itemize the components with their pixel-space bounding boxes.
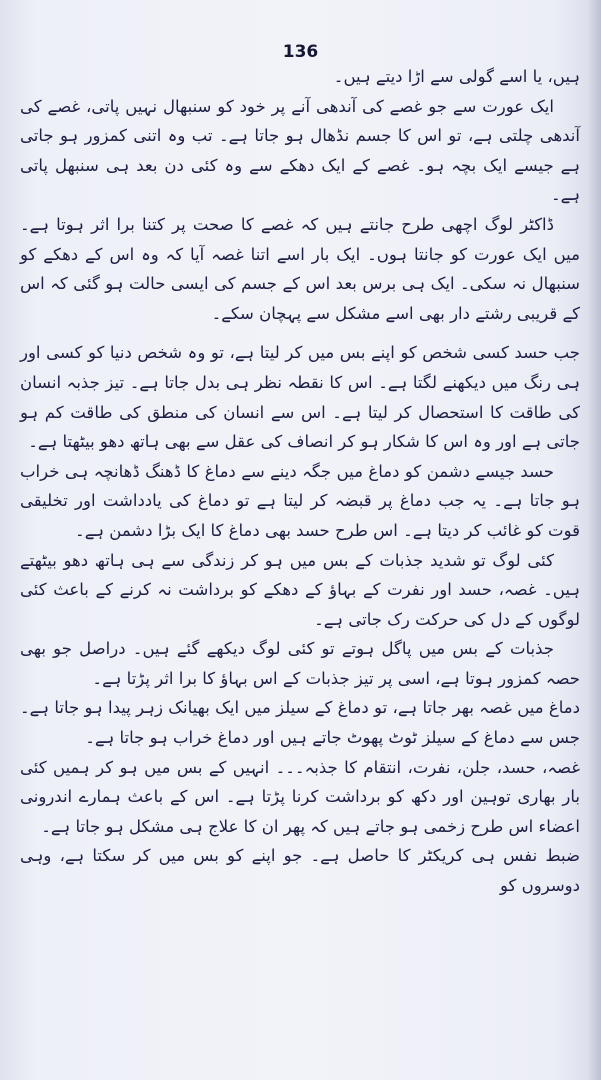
paragraph: غصہ، حسد، جلن، نفرت، انتقام کا جذبہ۔۔۔ انہیں کے بس میں ہو کر ہمیں کئی بار بھاری توہین اور دکھ کو برداشت کرنا پڑتا ہے۔ اس کے باعث ہمارے اندرونی اعضاء اس طرح زخمی ہو جاتے ہیں کہ پھر ان کا علاج ہی مشکل ہو جاتا ہے۔ xyxy=(20,757,580,836)
body-text xyxy=(20,62,580,901)
paragraph: جب حسد کسی شخص کو اپنے بس میں کر لیتا ہے، تو وہ شخص دنیا کو کسی اور ہی رنگ میں دیکھنے لگتا ہے۔ اس کا نقطہ نظر ہی بدل جاتا ہے۔ تیز جذبہ انسان کی طاقت کا استحصال کر لیتا ہے۔ اس سے انسان کی منطق کی طاقت کم ہو جاتی ہے اور وہ اس کا شکار ہو کر انصاف کی عقل سے بھی ہاتھ دھو بیٹھتا ہے۔ xyxy=(20,343,580,452)
paragraph: دماغ میں غصہ بھر جاتا ہے، تو دماغ کے سیلز میں ایک بھیانک زہر پیدا ہو جاتا ہے۔ جس سے دماغ کے سیلز ٹوٹ پھوٹ جاتے ہیں اور دماغ خراب ہو جاتا ہے۔ xyxy=(20,698,580,748)
page-number: 136 xyxy=(282,42,319,62)
paragraph: حسد جیسے دشمن کو دماغ میں جگہ دینے سے دماغ کا ڈھنگ ڈھانچہ ہی خراب ہو جاتا ہے۔ یہ جب دماغ پر قبضہ کر لیتا ہے تو دماغ کی یادداشت اور تخلیقی قوت کو غائب کر دیتا ہے۔ اس طرح حسد بھی دماغ کا ایک بڑا دشمن ہے۔ xyxy=(20,461,580,540)
paragraph: جذبات کے بس میں پاگل ہوتے تو کئی لوگ دیکھے گئے ہیں۔ دراصل جو بھی حصہ کمزور ہوتا ہے، اسی پر تیز جذبات کے اس بہاؤ کا برا اثر پڑتا ہے۔ xyxy=(20,639,580,688)
page-edge-shadow xyxy=(587,0,601,1080)
paragraph: ہیں، یا اسے گولی سے اڑا دیتے ہیں۔ xyxy=(333,67,580,86)
paragraph: ایک عورت سے جو غصے کی آندھی آنے پر خود کو سنبھال نہیں پاتی، غصے کی آندھی چلتی ہے، تو اس کا جسم نڈھال ہو جاتا ہے۔ تب وہ اتنی کمزور ہو جاتی ہے جیسے ایک بچہ ہو۔ غصے کے ایک دھکے سے وہ کئی دن بعد ہی سنبھل پاتی ہے۔ xyxy=(20,96,580,205)
paragraph: ضبط نفس ہی کریکٹر کا حاصل ہے۔ جو اپنے کو بس میں کر سکتا ہے، وہی دوسروں کو xyxy=(20,846,580,896)
paragraph: کئی لوگ تو شدید جذبات کے بس میں ہو کر زندگی سے ہی ہاتھ دھو بیٹھتے ہیں۔ غصہ، حسد اور نفرت کے بہاؤ کے دھکے کو برداشت نہ کرنے کے باعث کئی لوگوں کے دل کی حرکت رک جاتی ہے۔ xyxy=(20,550,580,629)
paragraph: ڈاکٹر لوگ اچھی طرح جانتے ہیں کہ غصے کا صحت پر کتنا برا اثر ہوتا ہے۔ میں ایک عورت کو جانتا ہوں۔ ایک بار اسے اتنا غصہ آیا کہ وہ اس کے دھکے کو سنبھال نہ سکی۔ ایک ہی برس بعد اس کے جسم کی ایسی حالت ہو گئی کہ اس کے قریبی رشتے دار بھی اسے مشکل سے پہچان سکے۔ xyxy=(20,214,580,323)
